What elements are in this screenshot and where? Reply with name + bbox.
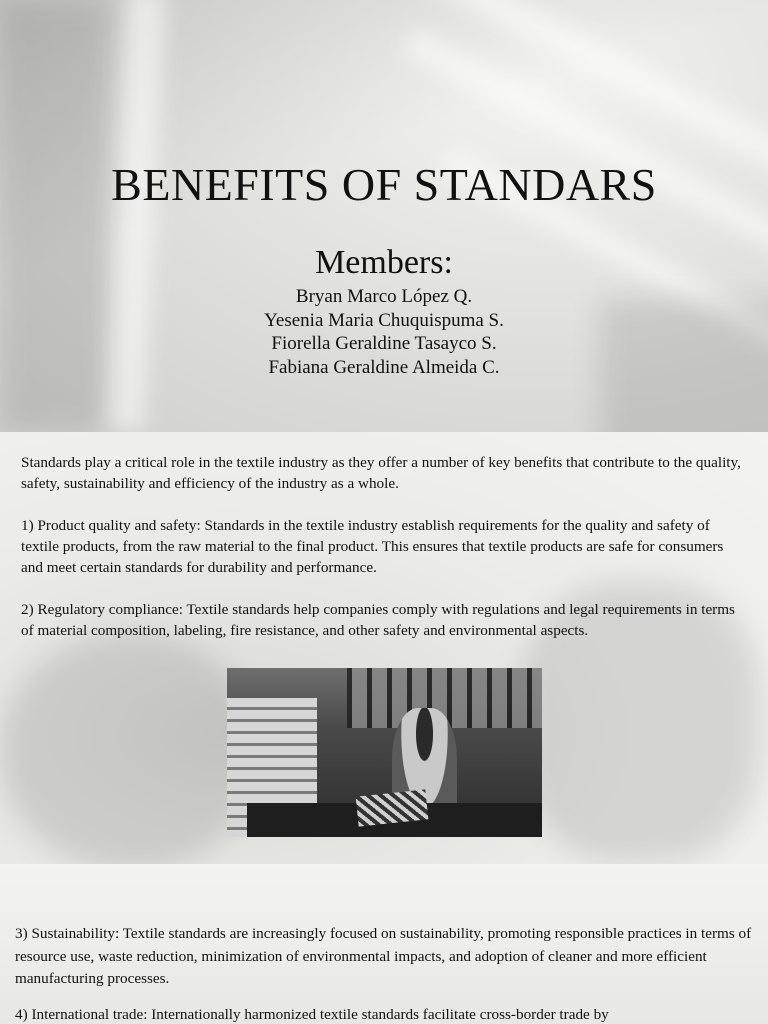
benefits-slide-2 (0, 864, 768, 1024)
member-name: Yesenia Maria Chuquispuma S. (264, 309, 504, 331)
body-text (21, 452, 747, 662)
title-slide (0, 0, 768, 432)
member-name: Bryan Marco López Q. (295, 286, 473, 307)
benefits-slide-1 (0, 432, 768, 864)
shadow-area (0, 632, 260, 864)
benefit-paragraph: 3) Sustainability: Textile standards are increasingly focused on sustainability, promoting responsible practices in terms of resource use, waste reduction, minimization of environmental impacts, and adoption of cleaner and more efficient manufacturing processes. (15, 925, 752, 987)
member-name: Fiorella Geraldine Tasayco S. (271, 333, 497, 354)
textile-factory-photo (227, 668, 542, 837)
benefit-paragraph: 2) Regulatory compliance: Textile standards help companies comply with regulations and legal requirements in terms of material composition, labeling, fire resistance, and other safety and environmental aspects. (21, 601, 735, 639)
members-heading: Members: (315, 244, 453, 281)
benefit-paragraph: 1) Product quality and safety: Standards in the textile industry establish requirements for the quality and safety of textile products, from the raw material to the final product. This ensures that textile products are safe for consumers and meet certain standards for durability and performance. (21, 517, 724, 576)
page-title: BENEFITS OF STANDARS (111, 159, 657, 210)
benefit-paragraph: 4) International trade: Internationally harmonized textile standards facilitate cross-border trade by (15, 1005, 609, 1023)
intro-paragraph: Standards play a critical role in the textile industry as they offer a number of key benefits that contribute to the quality, safety, sustainability and efficiency of the industry as a whole. (21, 454, 741, 492)
members-list (0, 285, 768, 379)
member-name: Fabiana Geraldine Almeida C. (268, 356, 500, 378)
body-text (15, 923, 755, 1024)
